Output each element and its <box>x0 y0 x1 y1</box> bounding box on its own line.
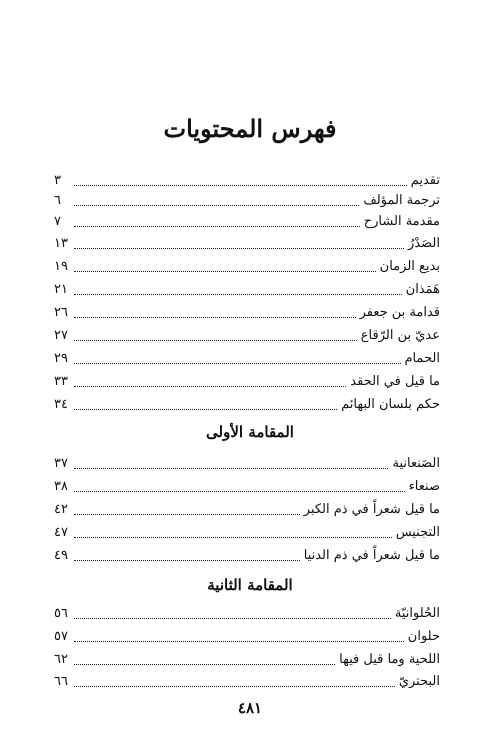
entry-label: التجنيس <box>395 525 440 540</box>
entry-page: ٢١ <box>54 282 68 297</box>
leader-dots <box>74 362 401 364</box>
leader-dots <box>74 467 388 469</box>
leader-dots <box>74 536 392 538</box>
toc-entry <box>54 257 440 277</box>
leader-dots <box>74 293 402 295</box>
entry-page: ٥٦ <box>54 606 68 621</box>
entry-page: ٣ <box>54 173 61 188</box>
entry-page: ٢٧ <box>54 328 68 343</box>
toc-entry <box>54 372 440 392</box>
toc-entry <box>54 191 440 211</box>
toc-entry <box>54 523 440 543</box>
leader-dots <box>74 617 391 619</box>
entry-label: حلوان <box>407 629 440 644</box>
entry-label: الصَنعانية <box>392 456 440 471</box>
toc-entry <box>54 627 440 647</box>
entry-label: البحتريّ <box>398 674 440 689</box>
leader-dots <box>74 247 404 249</box>
toc-entry <box>54 280 440 300</box>
entry-label: حكم بلسان البهائم <box>341 397 440 412</box>
leader-dots <box>74 408 337 410</box>
toc-entry <box>54 303 440 323</box>
entry-label: بديع الزمان <box>379 259 440 274</box>
entry-page: ٣٤ <box>54 397 68 412</box>
entry-label: ما قيل في الحقد <box>350 374 440 389</box>
leader-dots <box>74 513 300 515</box>
leader-dots <box>74 270 376 272</box>
toc-entry <box>54 349 440 369</box>
toc-entry <box>54 454 440 474</box>
leader-dots <box>74 339 357 341</box>
page-number: ٤٨١ <box>237 699 263 717</box>
entry-page: ١٣ <box>54 236 68 251</box>
leader-dots <box>74 204 359 206</box>
entry-page: ٧ <box>54 214 61 229</box>
leader-dots <box>74 184 407 186</box>
entry-page: ٦٢ <box>54 652 68 667</box>
toc-entry <box>54 546 440 566</box>
toc-entry <box>54 171 440 191</box>
entry-page: ٣٧ <box>54 456 68 471</box>
entry-label: الحُلوانيّة <box>394 606 440 621</box>
toc-entry <box>54 212 440 232</box>
entry-page: ٦ <box>54 193 61 208</box>
toc-entry <box>54 604 440 624</box>
toc-entry <box>54 672 440 692</box>
leader-dots <box>74 685 395 687</box>
toc-entry <box>54 650 440 670</box>
entry-label: ما قيل شعراً في ذم الكبر <box>303 502 440 517</box>
toc-entry <box>54 326 440 346</box>
entry-label: الصَدْرُ <box>408 236 440 251</box>
entry-page: ٥٧ <box>54 629 68 644</box>
page-title: فهرس المحتويات <box>163 114 337 143</box>
leader-dots <box>74 316 356 318</box>
entry-label: اللحية وما قيل فيها <box>339 652 440 667</box>
leader-dots <box>74 225 360 227</box>
entry-label: ما قيل شعراً في ذم الدنيا <box>303 548 440 563</box>
leader-dots <box>74 490 405 492</box>
entry-label: تقديم <box>410 173 440 188</box>
entry-label: ترجمة المؤلف <box>363 193 440 208</box>
entry-page: ٢٦ <box>54 305 68 320</box>
section-heading: المقامة الثانية <box>207 576 293 594</box>
entry-page: ٣٣ <box>54 374 68 389</box>
toc-entry <box>54 395 440 415</box>
leader-dots <box>74 663 335 665</box>
entry-label: هَمَذان <box>405 282 440 297</box>
entry-page: ٤٩ <box>54 548 68 563</box>
entry-label: الحمام <box>404 351 440 366</box>
leader-dots <box>74 640 404 642</box>
entry-label: مقدمة الشارح <box>363 214 440 229</box>
leader-dots <box>74 559 300 561</box>
section-heading: المقامة الأولى <box>206 423 294 441</box>
entry-page: ٢٩ <box>54 351 68 366</box>
entry-label: عديّ بن الرّقاع <box>360 328 440 343</box>
entry-page: ٦٦ <box>54 674 68 689</box>
entry-page: ١٩ <box>54 259 68 274</box>
toc-entry <box>54 477 440 497</box>
toc-entry <box>54 500 440 520</box>
leader-dots <box>74 385 346 387</box>
entry-page: ٣٨ <box>54 479 68 494</box>
entry-page: ٤٧ <box>54 525 68 540</box>
toc-entry <box>54 234 440 254</box>
entry-label: صنعاء <box>408 479 440 494</box>
entry-label: قدامة بن جعفر <box>359 305 440 320</box>
entry-page: ٤٢ <box>54 502 68 517</box>
